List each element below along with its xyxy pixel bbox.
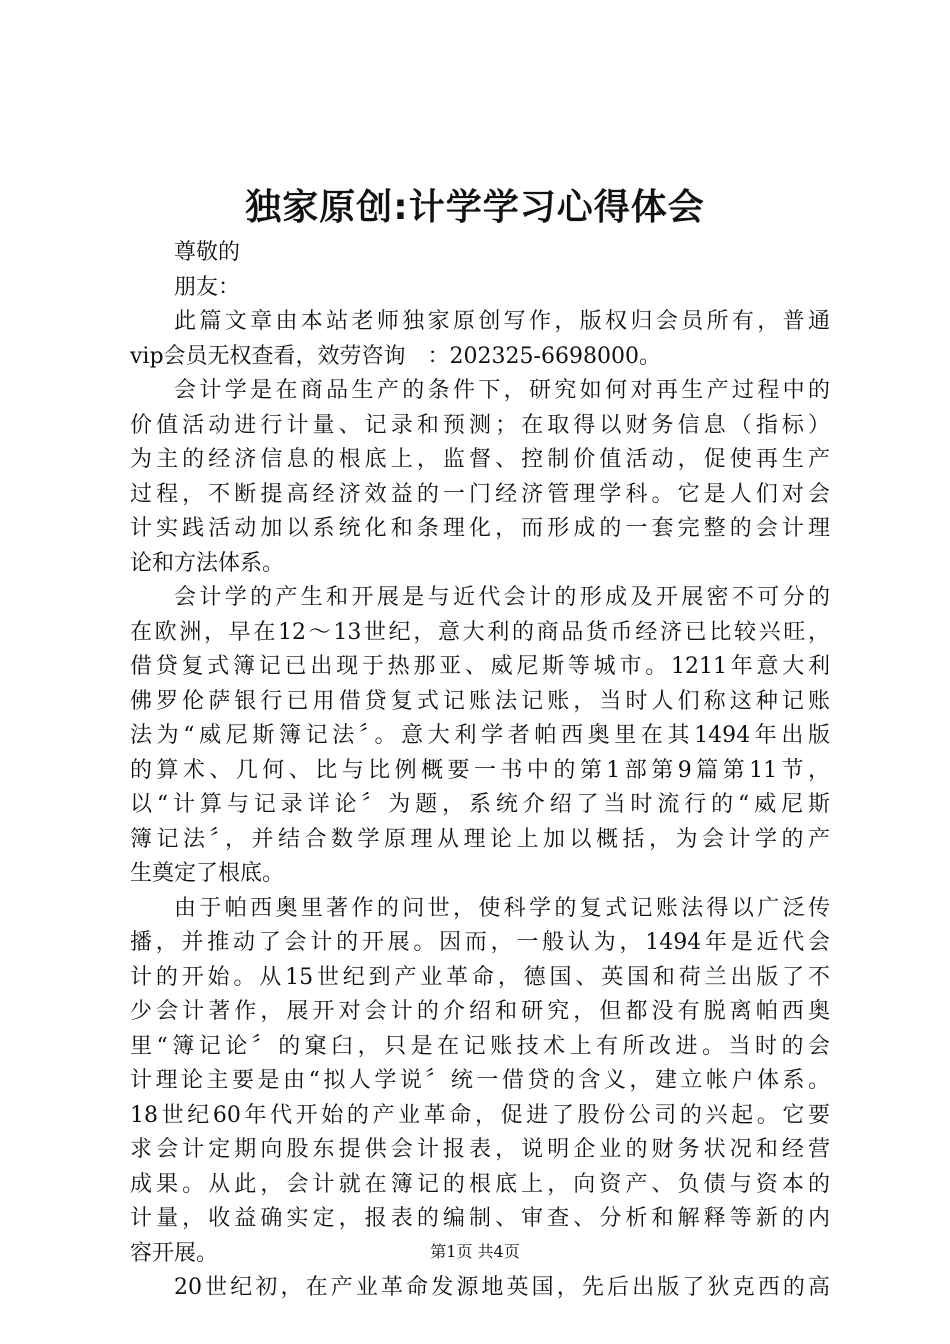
text-line: 播，并推动了会计的开展。因而，一般认为，1494年是近代会	[130, 930, 830, 955]
text-line: 计量，收益确实定，报表的编制、审查、分析和解释等新的内	[130, 1206, 830, 1231]
text-line: 里“簿记论〞的窠臼，只是在记账技术上有所改进。当时的会	[130, 1033, 830, 1059]
text-line: 以“计算与记录详论〞为题，系统介绍了当时流行的“威尼斯	[130, 792, 830, 817]
document-title: 独家原创:计学学习心得体会	[245, 187, 705, 228]
text-line: 计实践活动加以系统化和条理化，而形成的一套完整的会计理	[130, 516, 830, 541]
text-line: 会计学的产生和开展是与近代会计的形成及开展密不可分的	[174, 585, 830, 610]
text-line: 借贷复式簿记已出现于热那亚、威尼斯等城市。1211年意大利	[130, 654, 830, 679]
text-line: 20世纪初，在产业革命发源地英国，先后出版了狄克西的高	[174, 1275, 830, 1300]
text-line: 为主的经济信息的根底上，监督、控制价值活动，促使再生产	[130, 447, 830, 472]
text-line: 容开展。	[130, 1240, 219, 1266]
text-line: 少会计著作，展开对会计的介绍和研究，但都没有脱离帕西奥	[130, 999, 830, 1024]
text-line: 18世纪60年代开始的产业革命，促进了股份公司的兴起。它要	[130, 1102, 830, 1128]
text-line: 此篇文章由本站老师独家原创写作，版权归会员所有，普通	[174, 309, 830, 334]
text-line: 由于帕西奥里著作的问世，使科学的复式记账法得以广泛传	[174, 895, 830, 921]
text-line: 法为“威尼斯簿记法〞。意大利学者帕西奥里在其1494年出版	[130, 723, 830, 748]
text-line: 过程，不断提高经济效益的一门经济管理学科。它是人们对会	[130, 481, 830, 507]
text-line: 朋友：	[174, 274, 241, 300]
text-line: 在欧洲，早在12～13世纪，意大利的商品货币经济已比较兴旺，	[130, 619, 830, 645]
text-line: 价值活动进行计量、记录和预测；在取得以财务信息（指标）	[130, 412, 830, 438]
text-line: 尊敬的	[174, 240, 241, 265]
text-line: 论和方法体系。	[130, 550, 285, 576]
text-line: 会计学是在商品生产的条件下，研究如何对再生产过程中的	[174, 378, 830, 403]
text-line: 计理论主要是由“拟人学说〞统一借贷的含义，建立帐户体系。	[130, 1068, 830, 1093]
text-line: 求会计定期向股东提供会计报表，说明企业的财务状况和经营	[130, 1137, 830, 1162]
text-line: 生奠定了根底。	[130, 861, 285, 886]
text-line: 计的开始。从15世纪到产业革命，德国、英国和荷兰出版了不	[130, 964, 830, 990]
text-line: 的算术、几何、比与比例概要一书中的第1部第9篇第11节，	[130, 757, 830, 783]
page-footer: 第1页 共4页	[430, 1242, 520, 1261]
text-line: 成果。从此，会计就在簿记的根底上，向资产、负债与资本的	[130, 1171, 830, 1197]
text-line: 佛罗伦萨银行已用借贷复式记账法记账，当时人们称这种记账	[130, 688, 830, 714]
text-line: vip会员无权查看，效劳咨询 ：202325-6698000。	[130, 343, 661, 369]
document-body	[130, 236, 830, 1306]
text-line: 簿记法〞，并结合数学原理从理论上加以概括，为会计学的产	[130, 826, 830, 852]
